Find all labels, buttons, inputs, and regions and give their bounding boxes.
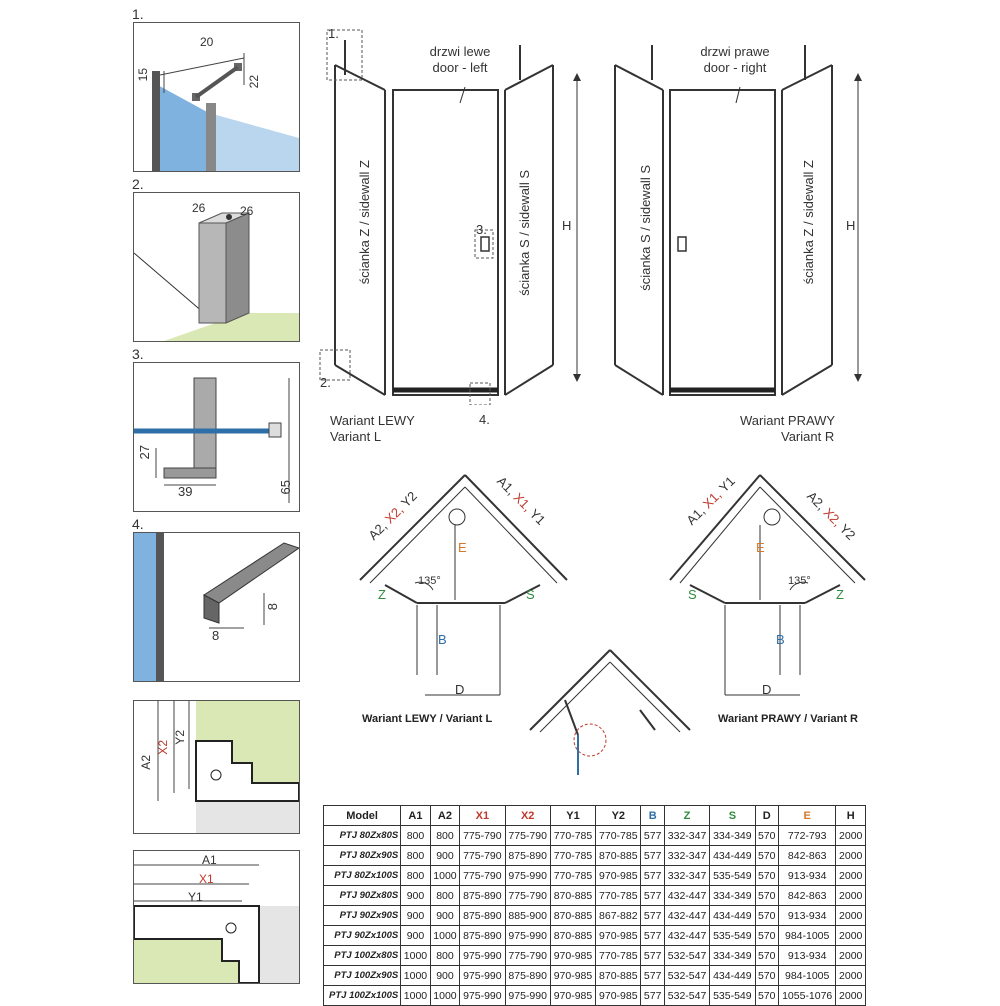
value-cell: 577 — [641, 926, 664, 946]
value-cell: 842-863 — [778, 886, 835, 906]
table-body — [324, 826, 866, 1006]
value-cell: 875-890 — [505, 846, 550, 866]
value-cell: 1000 — [401, 966, 431, 986]
plan-left-y2: Y2 — [397, 488, 420, 511]
value-cell: 900 — [401, 926, 431, 946]
value-cell: 2000 — [836, 966, 866, 986]
model-cell: PTJ 80Zx100S — [324, 866, 401, 886]
value-cell: 875-890 — [505, 966, 550, 986]
corner-detail-a1-drawing — [134, 851, 299, 983]
table-row — [324, 866, 866, 886]
table-header-cell: A2 — [430, 806, 460, 826]
table-header-cell: E — [778, 806, 835, 826]
detail-label-2: 2. — [132, 176, 144, 192]
detail2-dim-b: 26 — [240, 204, 254, 218]
table-header-cell: H — [836, 806, 866, 826]
right-plan-drawing — [660, 455, 890, 705]
detail2-dim-a: 26 — [192, 201, 206, 215]
value-cell: 913-934 — [778, 866, 835, 886]
plan-right-angle: 135° — [788, 575, 811, 587]
left-height-label: H — [562, 218, 572, 233]
detail1-dim-h1: 15 — [136, 68, 150, 82]
value-cell: 842-863 — [778, 846, 835, 866]
value-cell: 570 — [755, 946, 778, 966]
specs-table — [323, 805, 866, 1006]
detail3-dim-w: 39 — [178, 484, 193, 499]
value-cell: 1055-1076 — [778, 986, 835, 1006]
value-cell: 770-785 — [550, 826, 595, 846]
right-door-label-pl: drzwi prawe — [700, 44, 770, 59]
value-cell: 800 — [401, 826, 431, 846]
value-cell: 970-985 — [596, 986, 641, 1006]
value-cell: 1000 — [401, 986, 431, 1006]
value-cell: 570 — [755, 906, 778, 926]
detail-panel-1 — [133, 22, 300, 172]
value-cell: 535-549 — [710, 866, 755, 886]
right-height-label: H — [846, 218, 856, 233]
value-cell: 2000 — [836, 846, 866, 866]
value-cell: 970-985 — [596, 866, 641, 886]
value-cell: 800 — [430, 826, 460, 846]
value-cell: 870-885 — [596, 846, 641, 866]
detail-label-3: 3. — [132, 346, 144, 362]
value-cell: 2000 — [836, 906, 866, 926]
plan-left-y1: Y1 — [526, 505, 549, 528]
value-cell: 975-990 — [460, 946, 505, 966]
bracket-detail-drawing — [134, 363, 299, 511]
plan-right-d: D — [762, 682, 772, 697]
detail-panel-5 — [133, 700, 300, 834]
table-header-cell: Y1 — [550, 806, 595, 826]
table-header-row — [324, 806, 866, 826]
left-elev-callout-2: 2. — [320, 375, 331, 390]
value-cell: 434-449 — [710, 966, 755, 986]
value-cell: 975-990 — [460, 966, 505, 986]
left-wall-z-label: ścianka Z / sidewall Z — [357, 160, 372, 285]
plan-left-s: S — [526, 587, 535, 602]
detail1-dim-h2: 22 — [247, 75, 261, 89]
plan-right-x1: X1, — [699, 487, 725, 512]
value-cell: 885-900 — [505, 906, 550, 926]
plan-left-x2: X2, — [381, 502, 407, 527]
detail-panel-6 — [133, 850, 300, 984]
value-cell: 570 — [755, 866, 778, 886]
table-header-cell: Z — [664, 806, 709, 826]
right-variant-pl: Wariant PRAWY — [740, 413, 836, 428]
plan-right-e: E — [756, 540, 765, 555]
value-cell: 870-885 — [550, 926, 595, 946]
left-variant-pl: Wariant LEWY — [330, 413, 415, 428]
value-cell: 432-447 — [664, 926, 709, 946]
value-cell: 800 — [401, 846, 431, 866]
value-cell: 870-885 — [550, 906, 595, 926]
table-row — [324, 966, 866, 986]
left-wall-s-label: ścianka S / sidewall S — [517, 170, 532, 296]
value-cell: 577 — [641, 886, 664, 906]
value-cell: 432-447 — [664, 906, 709, 926]
table-header-cell: X1 — [460, 806, 505, 826]
detail5-a2: A2 — [139, 755, 153, 770]
table-header-cell: Model — [324, 806, 401, 826]
model-cell: PTJ 80Zx80S — [324, 826, 401, 846]
detail-panel-2 — [133, 192, 300, 342]
value-cell: 900 — [401, 886, 431, 906]
detail1-dim-w: 20 — [200, 35, 214, 49]
value-cell: 913-934 — [778, 946, 835, 966]
plan-right-a1: A1, — [683, 503, 708, 528]
value-cell: 535-549 — [710, 926, 755, 946]
plan-right-s: S — [688, 587, 697, 602]
table-header-cell: X2 — [505, 806, 550, 826]
value-cell: 770-785 — [550, 846, 595, 866]
value-cell: 577 — [641, 946, 664, 966]
detail3-dim-total: 65 — [278, 480, 293, 495]
plan-right-b: B — [776, 632, 785, 647]
table-row — [324, 826, 866, 846]
value-cell: 800 — [430, 886, 460, 906]
value-cell: 2000 — [836, 886, 866, 906]
value-cell: 770-785 — [596, 826, 641, 846]
model-cell: PTJ 90Zx100S — [324, 926, 401, 946]
value-cell: 570 — [755, 846, 778, 866]
value-cell: 432-447 — [664, 886, 709, 906]
value-cell: 570 — [755, 886, 778, 906]
value-cell: 875-890 — [460, 886, 505, 906]
value-cell: 770-785 — [550, 866, 595, 886]
value-cell: 984-1005 — [778, 926, 835, 946]
value-cell: 434-449 — [710, 906, 755, 926]
value-cell: 434-449 — [710, 846, 755, 866]
table-row — [324, 846, 866, 866]
value-cell: 577 — [641, 826, 664, 846]
value-cell: 570 — [755, 966, 778, 986]
detail4-dim-b: 8 — [265, 603, 280, 611]
plan-right-z: Z — [836, 587, 844, 602]
value-cell: 975-990 — [460, 986, 505, 1006]
table-header-cell: A1 — [401, 806, 431, 826]
value-cell: 332-347 — [664, 866, 709, 886]
value-cell: 970-985 — [550, 966, 595, 986]
value-cell: 577 — [641, 906, 664, 926]
detail-label-1: 1. — [132, 6, 144, 22]
value-cell: 1000 — [430, 986, 460, 1006]
plan-right-y2: Y2 — [836, 520, 859, 543]
value-cell: 772-793 — [778, 826, 835, 846]
plan-right-a2: A2, — [804, 488, 829, 513]
corner-detail-a2-drawing — [134, 701, 299, 833]
value-cell: 900 — [430, 966, 460, 986]
value-cell: 570 — [755, 826, 778, 846]
right-wall-z-label: ścianka Z / sidewall Z — [801, 160, 816, 285]
right-variant-en: Variant R — [781, 429, 835, 444]
value-cell: 332-347 — [664, 846, 709, 866]
left-elev-callout-4: 4. — [479, 412, 490, 427]
value-cell: 984-1005 — [778, 966, 835, 986]
table-header-cell: B — [641, 806, 664, 826]
plan-right-y1: Y1 — [715, 473, 738, 496]
value-cell: 2000 — [836, 946, 866, 966]
value-cell: 775-790 — [460, 846, 505, 866]
hinge-detail-drawing — [134, 23, 299, 171]
value-cell: 775-790 — [460, 866, 505, 886]
left-variant-en: Variant L — [330, 429, 382, 444]
table-header-cell: D — [755, 806, 778, 826]
value-cell: 770-785 — [596, 886, 641, 906]
plan-left-caption: Wariant LEWY / Variant L — [362, 713, 493, 725]
detail6-a1: A1 — [202, 853, 217, 867]
value-cell: 900 — [401, 906, 431, 926]
value-cell: 577 — [641, 866, 664, 886]
value-cell: 870-885 — [596, 966, 641, 986]
value-cell: 334-349 — [710, 886, 755, 906]
table-header-cell: S — [710, 806, 755, 826]
table-row — [324, 926, 866, 946]
value-cell: 570 — [755, 926, 778, 946]
value-cell: 1000 — [401, 946, 431, 966]
value-cell: 775-790 — [505, 886, 550, 906]
value-cell: 900 — [430, 846, 460, 866]
model-cell: PTJ 90Zx80S — [324, 886, 401, 906]
model-cell: PTJ 80Zx90S — [324, 846, 401, 866]
value-cell: 800 — [430, 946, 460, 966]
detail6-x1: X1 — [199, 872, 214, 886]
detail4-dim-a: 8 — [212, 628, 220, 643]
plan-left-d: D — [455, 682, 465, 697]
value-cell: 532-547 — [664, 946, 709, 966]
value-cell: 770-785 — [596, 946, 641, 966]
value-cell: 970-985 — [550, 986, 595, 1006]
value-cell: 1000 — [430, 926, 460, 946]
model-cell: PTJ 100Zx80S — [324, 946, 401, 966]
value-cell: 800 — [401, 866, 431, 886]
value-cell: 875-890 — [460, 906, 505, 926]
table-row — [324, 946, 866, 966]
left-elev-callout-1: 1. — [328, 26, 339, 41]
detail5-x2: X2 — [156, 740, 170, 755]
plan-left-x1: X1, — [510, 489, 535, 515]
plan-right-caption: Wariant PRAWY / Variant R — [718, 713, 858, 725]
value-cell: 577 — [641, 966, 664, 986]
table-row — [324, 906, 866, 926]
value-cell: 867-882 — [596, 906, 641, 926]
plan-left-a2: A2, — [365, 518, 390, 543]
value-cell: 913-934 — [778, 906, 835, 926]
value-cell: 532-547 — [664, 966, 709, 986]
right-door-label-en: door - right — [703, 60, 767, 75]
model-cell: PTJ 100Zx100S — [324, 986, 401, 1006]
value-cell: 532-547 — [664, 986, 709, 1006]
left-door-label-en: door - left — [432, 60, 488, 75]
value-cell: 1000 — [430, 866, 460, 886]
model-cell: PTJ 100Zx90S — [324, 966, 401, 986]
value-cell: 975-990 — [505, 926, 550, 946]
post-detail-drawing — [134, 193, 299, 341]
value-cell: 975-990 — [505, 866, 550, 886]
plan-left-e: E — [458, 540, 467, 555]
left-door-label-pl: drzwi lewe — [429, 44, 491, 59]
value-cell: 334-349 — [710, 826, 755, 846]
plan-left-a1: A1, — [494, 473, 519, 498]
value-cell: 775-790 — [505, 826, 550, 846]
value-cell: 900 — [430, 906, 460, 926]
detail-panel-3 — [133, 362, 300, 512]
plan-right-x2: X2, — [820, 504, 845, 530]
value-cell: 535-549 — [710, 986, 755, 1006]
value-cell: 2000 — [836, 986, 866, 1006]
value-cell: 577 — [641, 846, 664, 866]
plan-left-angle: 135° — [418, 575, 441, 587]
left-elev-callout-3: 3. — [476, 222, 487, 237]
table-row — [324, 886, 866, 906]
value-cell: 332-347 — [664, 826, 709, 846]
value-cell: 775-790 — [460, 826, 505, 846]
value-cell: 334-349 — [710, 946, 755, 966]
value-cell: 2000 — [836, 826, 866, 846]
detail-label-4: 4. — [132, 516, 144, 532]
value-cell: 577 — [641, 986, 664, 1006]
value-cell: 775-790 — [505, 946, 550, 966]
value-cell: 2000 — [836, 866, 866, 886]
value-cell: 570 — [755, 986, 778, 1006]
detail3-dim-h: 27 — [137, 445, 152, 460]
plan-left-z: Z — [378, 587, 386, 602]
table-row — [324, 986, 866, 1006]
plan-left-b: B — [438, 632, 447, 647]
right-wall-s-label: ścianka S / sidewall S — [638, 165, 653, 291]
value-cell: 875-890 — [460, 926, 505, 946]
value-cell: 2000 — [836, 926, 866, 946]
value-cell: 975-990 — [505, 986, 550, 1006]
detail5-y2: Y2 — [173, 730, 187, 745]
value-cell: 970-985 — [550, 946, 595, 966]
model-cell: PTJ 90Zx90S — [324, 906, 401, 926]
table-header-cell: Y2 — [596, 806, 641, 826]
detail6-y1: Y1 — [188, 890, 203, 904]
value-cell: 970-985 — [596, 926, 641, 946]
value-cell: 870-885 — [550, 886, 595, 906]
